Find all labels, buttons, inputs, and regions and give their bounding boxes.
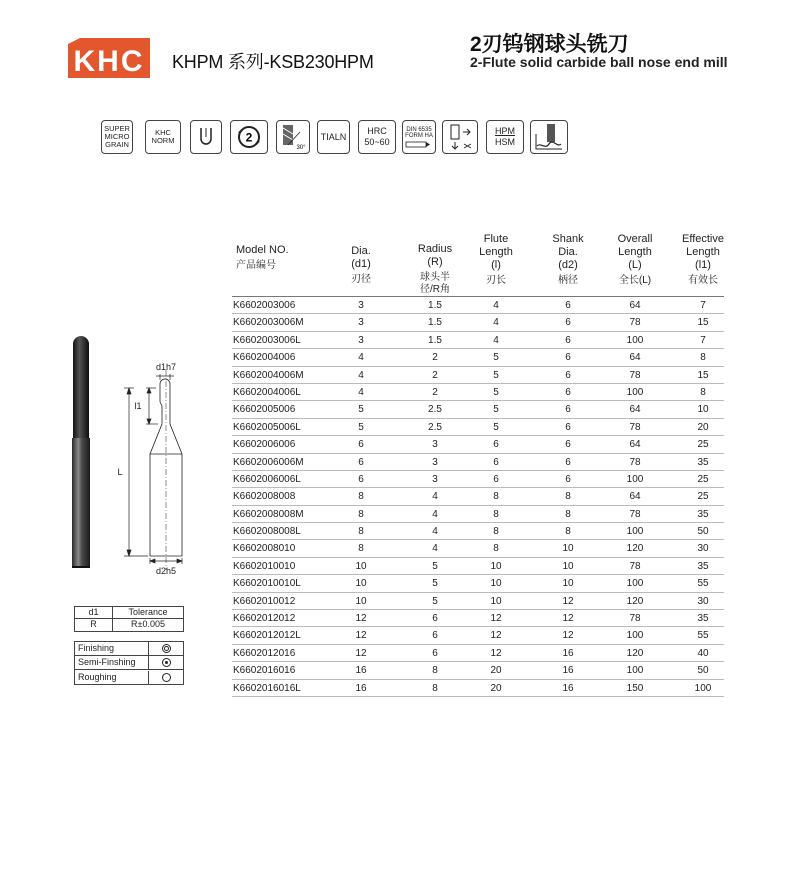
table-cell: 8: [565, 508, 571, 520]
product-table: [232, 216, 724, 697]
hrc-rating-icon: HRC 50~60: [358, 120, 396, 154]
table-cell: 5: [358, 404, 364, 416]
table-cell: 120: [626, 595, 644, 607]
table-cell: 2: [432, 369, 438, 381]
tool-outline: [150, 370, 182, 570]
table-cell: 64: [629, 404, 641, 416]
dot-ring-icon: [162, 658, 171, 667]
table-cell: 8: [432, 665, 438, 677]
table-cell: 12: [490, 613, 502, 625]
tolerance-table: [74, 606, 184, 632]
table-cell: 8: [493, 508, 499, 520]
table-cell: 8: [358, 508, 364, 520]
model-number-cell: K6602005006: [233, 404, 296, 416]
model-number-cell: K6602010012: [233, 595, 296, 607]
khc-norm-icon: KHC NORM: [145, 120, 181, 154]
table-cell: 6: [565, 456, 571, 468]
double-ring-icon: [162, 644, 171, 653]
table-cell: 1.5: [428, 334, 442, 346]
table-row: [232, 680, 724, 697]
table-cell: 120: [626, 647, 644, 659]
table-cell: 100: [626, 526, 644, 538]
table-cell: 78: [629, 508, 641, 520]
table-cell: 8: [493, 543, 499, 555]
table-cell: 4: [493, 334, 499, 346]
table-cell: 78: [629, 456, 641, 468]
table-cell: 6: [565, 369, 571, 381]
table-row: [232, 558, 724, 575]
table-row: [232, 523, 724, 540]
header-radius: Radius (R) 球头半 径/R角: [417, 243, 453, 295]
table-cell: 78: [629, 613, 641, 625]
table-cell: 15: [697, 317, 709, 329]
table-cell: 35: [697, 508, 709, 520]
model-number-cell: K6602006006L: [233, 473, 301, 485]
table-cell: 6: [565, 473, 571, 485]
table-cell: 1.5: [428, 300, 442, 311]
table-row: [232, 401, 724, 418]
table-cell: 6: [493, 439, 499, 451]
table-cell: 4: [358, 386, 364, 398]
table-cell: 5: [432, 578, 438, 590]
model-number-cell: K6602008008: [233, 491, 296, 503]
table-cell: 3: [432, 473, 438, 485]
table-cell: 10: [562, 560, 574, 572]
model-number-cell: K6602003006M: [233, 317, 304, 329]
table-cell: 16: [562, 665, 574, 677]
table-cell: 50: [697, 526, 709, 538]
table-cell: 64: [629, 300, 641, 311]
model-number-cell: K6602010010L: [233, 578, 301, 590]
label-d2: d2h5: [155, 566, 177, 576]
model-number-cell: K6602016016L: [233, 682, 301, 694]
table-cell: 6: [565, 352, 571, 364]
table-cell: 100: [626, 630, 644, 642]
table-row: [232, 349, 724, 366]
table-cell: 35: [697, 560, 709, 572]
table-cell: 15: [697, 369, 709, 381]
model-number-cell: K6602004006M: [233, 369, 304, 381]
series-name: KHPM 系列-KSB230HPM: [172, 52, 374, 72]
table-row: [232, 627, 724, 644]
table-cell: 64: [629, 491, 641, 503]
table-cell: 10: [355, 595, 367, 607]
table-cell: 6: [432, 630, 438, 642]
table-cell: 35: [697, 613, 709, 625]
table-cell: 4: [432, 491, 438, 503]
svg-text:2: 2: [245, 130, 253, 145]
model-number-cell: K6602012016: [233, 647, 296, 659]
header-shank-dia: Shank Dia. (d2) 柄径: [552, 233, 584, 286]
table-cell: 5: [493, 369, 499, 381]
table-row: [232, 332, 724, 349]
table-cell: 100: [626, 473, 644, 485]
empty-ring-icon: [162, 673, 171, 682]
table-cell: 12: [355, 613, 367, 625]
table-body: [232, 296, 724, 697]
table-row: [232, 540, 724, 557]
table-row: [232, 454, 724, 471]
table-cell: 8: [358, 543, 364, 555]
model-number-cell: K6602010010: [233, 560, 296, 572]
table-cell: 6: [565, 439, 571, 451]
table-cell: 8: [358, 491, 364, 503]
header-flute-length: Flute Length (l) 刃长: [479, 233, 513, 286]
table-cell: 25: [697, 473, 709, 485]
model-number-cell: K6602008010: [233, 543, 296, 555]
table-cell: 5: [493, 404, 499, 416]
table-row: [232, 314, 724, 331]
table-cell: 3: [358, 300, 364, 311]
table-cell: 30: [697, 543, 709, 555]
header-overall-length: Overall Length (L) 全长(L): [617, 233, 653, 286]
table-cell: 6: [358, 456, 364, 468]
table-cell: 7: [700, 334, 706, 346]
table-cell: 3: [432, 439, 438, 451]
table-cell: 8: [700, 352, 706, 364]
table-row: [232, 367, 724, 384]
table-cell: 100: [626, 665, 644, 677]
table-cell: 4: [432, 508, 438, 520]
model-number-cell: K6602004006L: [233, 386, 301, 398]
table-cell: 10: [355, 578, 367, 590]
table-cell: 10: [490, 560, 502, 572]
table-row: [232, 645, 724, 662]
model-number-cell: K6602012012: [233, 613, 296, 625]
table-cell: 5: [432, 560, 438, 572]
tolerance-row: R R±0.005: [75, 619, 183, 631]
table-cell: 5: [493, 421, 499, 433]
ball-nose-icon: [190, 120, 222, 154]
hpm-hsm-icon: HPM HSM: [486, 120, 524, 154]
two-flute-icon: [230, 120, 268, 154]
header-model-no: Model NO. 产品编号: [236, 244, 289, 271]
table-row: [232, 593, 724, 610]
table-cell: 78: [629, 317, 641, 329]
table-row: [232, 575, 724, 592]
table-cell: 7: [700, 300, 706, 311]
table-cell: 6: [565, 421, 571, 433]
model-number-cell: K6602008008M: [233, 508, 304, 520]
model-number-cell: K6602004006: [233, 352, 296, 364]
table-cell: 6: [565, 317, 571, 329]
model-number-cell: K6602006006: [233, 439, 296, 451]
label-L: L: [117, 467, 123, 477]
khc-logo: [68, 38, 150, 78]
table-cell: 4: [493, 317, 499, 329]
table-cell: 10: [490, 595, 502, 607]
table-cell: 16: [355, 665, 367, 677]
dimension-lines: [124, 374, 182, 564]
table-cell: 16: [562, 682, 574, 694]
table-cell: 10: [562, 543, 574, 555]
title-chinese: 2刃钨钢球头铣刀: [470, 33, 629, 56]
label-l1: l1: [134, 401, 142, 411]
table-cell: 6: [493, 473, 499, 485]
table-cell: 3: [358, 334, 364, 346]
table-cell: 8: [565, 526, 571, 538]
table-cell: 4: [358, 352, 364, 364]
table-cell: 8: [432, 682, 438, 694]
table-cell: 25: [697, 491, 709, 503]
table-row: [232, 384, 724, 401]
table-cell: 6: [493, 456, 499, 468]
helix-30-icon: [276, 120, 310, 154]
table-cell: 4: [432, 543, 438, 555]
model-number-cell: K6602005006L: [233, 421, 301, 433]
table-cell: 40: [697, 647, 709, 659]
model-number-cell: K6602006006M: [233, 456, 304, 468]
table-cell: 6: [565, 386, 571, 398]
table-cell: 8: [493, 526, 499, 538]
table-cell: 78: [629, 560, 641, 572]
table-cell: 2.5: [428, 404, 442, 416]
tool-photo: [72, 336, 90, 568]
table-row: [232, 662, 724, 679]
table-cell: 12: [490, 647, 502, 659]
table-cell: 5: [358, 421, 364, 433]
svg-text:KHC: KHC: [73, 45, 145, 78]
table-cell: 100: [626, 578, 644, 590]
table-cell: 2: [432, 386, 438, 398]
table-cell: 50: [697, 665, 709, 677]
table-row: [232, 297, 724, 314]
table-cell: 5: [493, 386, 499, 398]
table-cell: 12: [562, 613, 574, 625]
table-cell: 5: [493, 352, 499, 364]
table-row: [232, 471, 724, 488]
table-cell: 20: [697, 421, 709, 433]
table-cell: 8: [493, 491, 499, 503]
table-cell: 3: [432, 456, 438, 468]
end-mill-drawing: [60, 330, 220, 580]
table-cell: 2.5: [428, 421, 442, 433]
material-icon: [530, 120, 568, 154]
table-cell: 8: [565, 491, 571, 503]
table-cell: 10: [490, 578, 502, 590]
table-cell: 2: [432, 352, 438, 364]
table-cell: 120: [626, 543, 644, 555]
table-cell: 12: [355, 647, 367, 659]
header-effective-length: Effective Length (l1) 有效长: [682, 233, 724, 286]
table-cell: 6: [565, 404, 571, 416]
table-cell: 4: [432, 526, 438, 538]
feature-icons: [0, 120, 788, 156]
table-cell: 100: [694, 682, 712, 694]
model-number-cell: K6602008008L: [233, 526, 301, 538]
table-cell: 100: [626, 386, 644, 398]
table-cell: 10: [697, 404, 709, 416]
legend-semi-finishing: Semi-Finshing: [75, 656, 183, 670]
table-cell: 6: [565, 334, 571, 346]
table-cell: 35: [697, 456, 709, 468]
table-cell: 10: [355, 560, 367, 572]
model-number-cell: K6602003006L: [233, 334, 301, 346]
machining-direction-icon: [442, 120, 478, 154]
tialn-coating-icon: TIALN: [317, 120, 350, 154]
table-cell: 55: [697, 630, 709, 642]
legend-finishing: Finishing: [75, 642, 183, 656]
table-cell: 6: [432, 613, 438, 625]
table-cell: 12: [562, 595, 574, 607]
table-cell: 4: [493, 300, 499, 311]
super-micro-grain-icon: SUPER MICRO GRAIN: [101, 120, 133, 154]
table-cell: 12: [355, 630, 367, 642]
table-cell: 150: [626, 682, 644, 694]
title-english: 2-Flute solid carbide ball nose end mill: [470, 54, 728, 70]
model-number-cell: K6602016016: [233, 665, 296, 677]
table-cell: 25: [697, 439, 709, 451]
table-cell: 55: [697, 578, 709, 590]
finishing-legend: [74, 641, 184, 685]
model-number-cell: K6602003006: [233, 300, 296, 311]
table-cell: 6: [432, 647, 438, 659]
model-number-cell: K6602012012L: [233, 630, 301, 642]
header-dia: Dia. (d1) 刃径: [351, 245, 371, 285]
table-row: [232, 419, 724, 436]
table-cell: 12: [562, 630, 574, 642]
table-cell: 1.5: [428, 317, 442, 329]
table-cell: 16: [355, 682, 367, 694]
svg-text:30°: 30°: [296, 145, 306, 151]
table-row: [232, 436, 724, 453]
table-cell: 100: [626, 334, 644, 346]
table-cell: 3: [358, 317, 364, 329]
table-cell: 12: [490, 630, 502, 642]
table-cell: 8: [358, 526, 364, 538]
table-cell: 78: [629, 421, 641, 433]
table-cell: 16: [562, 647, 574, 659]
table-cell: 10: [562, 578, 574, 590]
tolerance-header: d1 Tolerance: [75, 607, 183, 619]
table-cell: 78: [629, 369, 641, 381]
table-cell: 64: [629, 439, 641, 451]
table-row: [232, 488, 724, 505]
table-cell: 5: [432, 595, 438, 607]
table-cell: 4: [358, 369, 364, 381]
table-cell: 6: [565, 300, 571, 311]
table-cell: 20: [490, 682, 502, 694]
table-cell: 6: [358, 439, 364, 451]
table-row: [232, 610, 724, 627]
table-header: [232, 216, 724, 296]
legend-roughing: Roughing: [75, 670, 183, 684]
table-row: [232, 506, 724, 523]
table-cell: 30: [697, 595, 709, 607]
table-cell: 20: [490, 665, 502, 677]
label-d1: d1h7: [155, 362, 177, 372]
din-form-icon: DIN 6535 FORM HA: [402, 120, 436, 154]
table-cell: 8: [700, 386, 706, 398]
table-cell: 64: [629, 352, 641, 364]
table-cell: 6: [358, 473, 364, 485]
